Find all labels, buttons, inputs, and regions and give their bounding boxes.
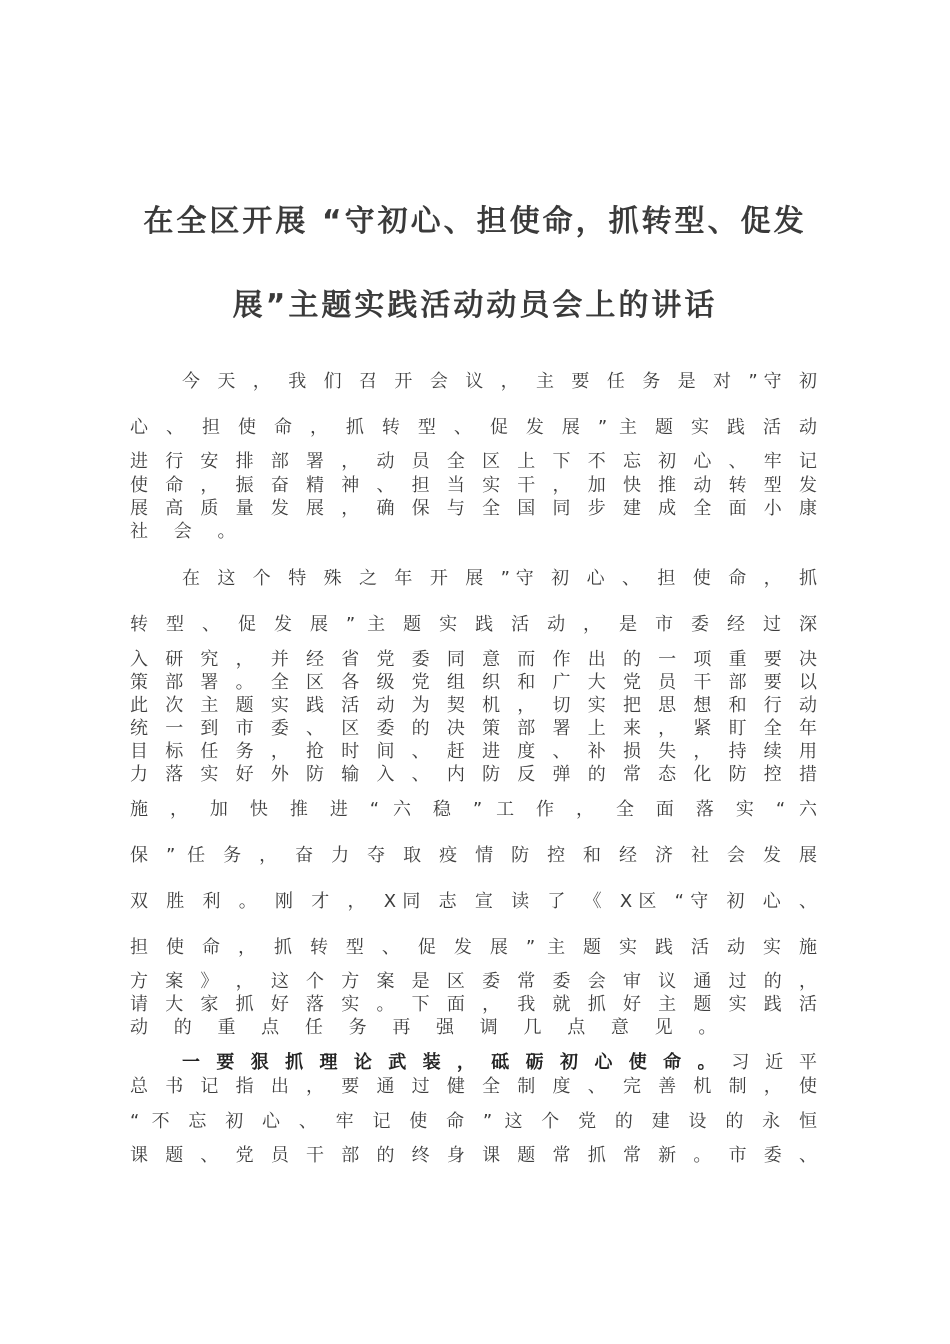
- body-line: 在 这 个 特 殊 之 年 开 展 ”守 初 心 、 担 使 命 ， 抓: [182, 568, 817, 589]
- body-line: 课 题 、 党 员 干 部 的 终 身 课 题 常 抓 常 新 。 市 委 、: [130, 1145, 817, 1166]
- body-line: 使 命 ， 振 奋 精 神 、 担 当 实 干 ， 加 快 推 动 转 型 发: [130, 475, 817, 496]
- body-line: 总 书 记 指 出 ， 要 通 过 健 全 制 度 、 完 善 机 制 ， 使: [130, 1076, 817, 1097]
- body-line: 力 落 实 好 外 防 输 入 、 内 防 反 弹 的 常 态 化 防 控 措: [130, 764, 817, 785]
- body-line: 策 部 署 。 全 区 各 级 党 组 织 和 广 大 党 员 干 部 要 以: [130, 672, 817, 693]
- document-title-line-1: 在全区开展 “守初心、担使命，抓转型、促发: [143, 204, 807, 239]
- body-line: 入 研 究 ， 并 经 省 党 委 同 意 而 作 出 的 一 项 重 要 决: [130, 649, 817, 670]
- body-line: 心 、 担 使 命 ， 抓 转 型 、 促 发 展 ” 主 题 实 践 活 动: [130, 417, 817, 438]
- body-line: 转 型 、 促 发 展 ” 主 题 实 践 活 动 ， 是 市 委 经 过 深: [130, 614, 817, 635]
- body-line: 展 高 质 量 发 展 ， 确 保 与 全 国 同 步 建 成 全 面 小 康: [130, 498, 817, 519]
- body-line: 请 大 家 抓 好 落 实 。 下 面 ， 我 就 抓 好 主 题 实 践 活: [130, 994, 817, 1015]
- body-line: 统 一 到 市 委 、 区 委 的 决 策 部 署 上 来 ， 紧 盯 全 年: [130, 718, 817, 739]
- body-line: 动 的 重 点 任 务 再 强 调 几 点 意 见 。: [130, 1017, 727, 1038]
- body-line: “ 不 忘 初 心 、 牢 记 使 命 ” 这 个 党 的 建 设 的 永 恒: [130, 1111, 817, 1132]
- body-line: 双 胜 利 。 刚 才 ， X同 志 宣 读 了 《 X区 “守 初 心 、: [130, 891, 817, 912]
- body-line: 此 次 主 题 实 践 活 动 为 契 机 ， 切 实 把 思 想 和 行 动: [130, 695, 817, 716]
- body-line: 保 ” 任 务 ， 奋 力 夺 取 疫 情 防 控 和 经 济 社 会 发 展: [130, 845, 817, 866]
- body-line: 今 天 ， 我 们 召 开 会 议 ， 主 要 任 务 是 对 ”守 初: [182, 371, 817, 392]
- body-line-with-heading: [182, 1051, 817, 1075]
- body-line: 方 案 》 ， 这 个 方 案 是 区 委 常 委 会 审 议 通 过 的 ，: [130, 971, 817, 992]
- document-title-line-2: 展”主题实践活动动员会上的讲话: [232, 288, 718, 323]
- body-line-tail: 习 近 平: [731, 1052, 817, 1073]
- body-line: 目 标 任 务 ， 抢 时 间 、 赶 进 度 、 补 损 失 ， 持 续 用: [130, 741, 817, 762]
- body-line: 社 会 。: [130, 521, 246, 542]
- body-line: 担 使 命 ， 抓 转 型 、 促 发 展 ” 主 题 实 践 活 动 实 施: [130, 937, 817, 958]
- body-line: 进 行 安 排 部 署 ， 动 员 全 区 上 下 不 忘 初 心 、 牢 记: [130, 451, 817, 472]
- lead-heading: 一 要 狠 抓 理 论 武 装 ， 砥 砺 初 心 使 命 。: [182, 1052, 721, 1073]
- body-line: 施 ， 加 快 推 进 “ 六 稳 ” 工 作 ， 全 面 落 实 “ 六: [130, 799, 817, 820]
